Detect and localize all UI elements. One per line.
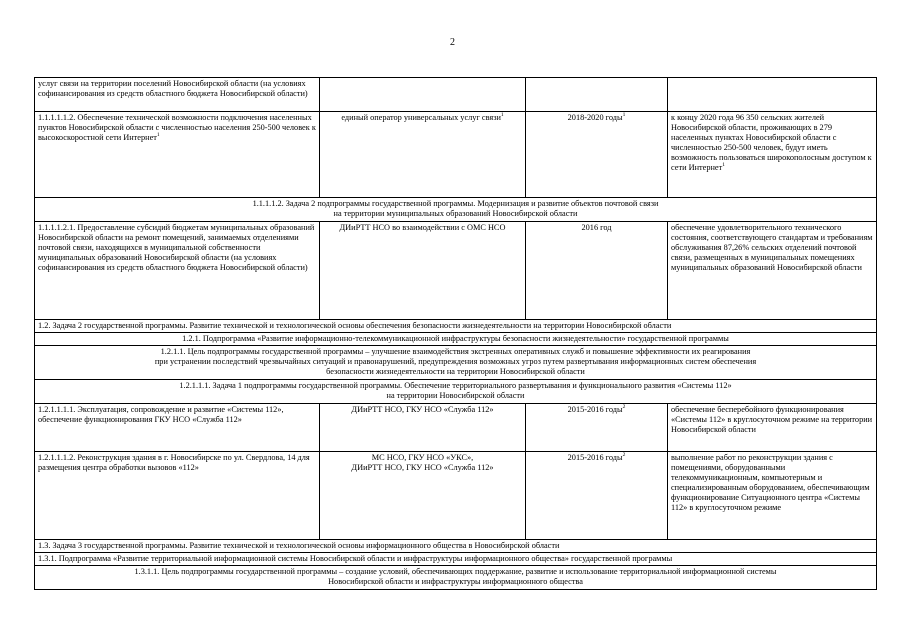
result-cell: обеспечение бесперебойного функционирования «Системы 112» в круглосуточном режиме на территории Новосибирской области bbox=[668, 404, 877, 452]
measures-table bbox=[34, 77, 877, 590]
result-cell: выполнение работ по реконструкции здания с помещениями, оборудованными телекоммуникационным, компьютерным и специализированным оборудованием, обеспечивающим функционирование Ситуационного центра «Системы 112» в круглосуточном режиме bbox=[668, 452, 877, 540]
goal-heading-line: Новосибирской области и инфраструктуры информационного общества bbox=[328, 577, 583, 586]
section-heading-row bbox=[35, 198, 877, 222]
goal-heading-line: при устранении последствий чрезвычайных ситуаций и правонарушений, предупреждения возможных угроз путем развертывания информационных систем обеспечения bbox=[154, 357, 757, 366]
executor-cell: единый оператор универсальных услуг связи$^1$ bbox=[320, 112, 526, 198]
measure-name-cell: 1.1.1.1.2.1. Предоставление субсидий бюджетам муниципальных образований Новосибирской области на ремонт помещений, занимаемых отделениями почтовой связи, находящихся в муниципальной собственности муниципальных образований Новосибирской области (на условиях софинансирования из средств областного бюджета Новосибирской области) bbox=[35, 222, 320, 320]
table-row bbox=[35, 112, 877, 198]
goal-heading-line: безопасности жизнедеятельности на территории Новосибирской области bbox=[326, 367, 585, 376]
measure-name-cell: услуг связи на территории поселений Новосибирской области (на условиях софинансирования из средств областного бюджета Новосибирской области) bbox=[35, 78, 320, 112]
measure-name-cell: 1.2.1.1.1.1. Эксплуатация, сопровождение и развитие «Системы 112», обеспечение функционирования ГКУ НСО «Служба 112» bbox=[35, 404, 320, 452]
section-heading-row bbox=[35, 540, 877, 553]
task-heading: 1.2. Задача 2 государственной программы. Развитие технической и технологической основы обеспечения безопасности жизнедеятельности на территории Новосибирской области bbox=[35, 320, 877, 333]
period-cell: 2018-2020 годы$^1$ bbox=[526, 112, 668, 198]
executor-cell bbox=[320, 78, 526, 112]
task-heading bbox=[35, 380, 877, 404]
task-heading-line: на территории муниципальных образований Новосибирской области bbox=[333, 209, 578, 218]
section-heading-row bbox=[35, 320, 877, 333]
period-cell: 2016 год bbox=[526, 222, 668, 320]
section-heading-row bbox=[35, 566, 877, 590]
executor-line: МС НСО, ГКУ НСО «УКС», bbox=[371, 453, 474, 462]
section-heading-row bbox=[35, 553, 877, 566]
task-heading-line: 1.1.1.1.2. Задача 2 подпрограммы государственной программы. Модернизация и развитие объектов почтовой связи bbox=[252, 199, 659, 208]
task-heading: 1.3. Задача 3 государственной программы. Развитие технической и технологической основы информационного общества в Новосибирской области bbox=[35, 540, 877, 553]
period-cell: 2015-2016 годы$^2$ bbox=[526, 452, 668, 540]
period-cell: 2015-2016 годы$^2$ bbox=[526, 404, 668, 452]
page-number: 2 bbox=[450, 37, 455, 48]
task-heading-line: 1.2.1.1.1. Задача 1 подпрограммы государственной программы. Обеспечение территориального развертывания и функционального развития «Системы 112» bbox=[179, 381, 732, 390]
executor-cell: ДИиРТТ НСО, ГКУ НСО «Служба 112» bbox=[320, 404, 526, 452]
result-cell: к концу 2020 года 96 350 сельских жителей Новосибирской области, проживающих в 279 населенных пунктах Новосибирской области с численностью 250-500 человек, будут иметь возможность пользоваться широкополосным доступом к сети Интернет$^1$ bbox=[668, 112, 877, 198]
table-row bbox=[35, 404, 877, 452]
section-heading-row bbox=[35, 380, 877, 404]
period-cell bbox=[526, 78, 668, 112]
section-heading-row bbox=[35, 333, 877, 346]
goal-heading bbox=[35, 566, 877, 590]
measure-name-cell: 1.2.1.1.1.2. Реконструкция здания в г. Новосибирске по ул. Свердлова, 14 для размещения центра обработки вызовов «112» bbox=[35, 452, 320, 540]
subprogram-heading: 1.2.1. Подпрограмма «Развитие информационно-телекоммуникационной инфраструктуры безопасности жизнедеятельности» государственной программы bbox=[35, 333, 877, 346]
table-row bbox=[35, 78, 877, 112]
result-cell: обеспечение удовлетворительного технического состояния, соответствующего стандартам и требованиям обслуживания 87,26% сельских отделений почтовой связи, размещенных в муниципальных помещениях муниципальных образований Новосибирской области bbox=[668, 222, 877, 320]
result-cell bbox=[668, 78, 877, 112]
goal-heading-line: 1.3.1.1. Цель подпрограммы государственной программы – создание условий, обеспечивающих поддержание, развитие и использование территориальной информационной системы bbox=[134, 567, 777, 576]
executor-cell bbox=[320, 452, 526, 540]
goal-heading bbox=[35, 346, 877, 380]
section-heading-row bbox=[35, 346, 877, 380]
executor-cell: ДИиРТТ НСО во взаимодействии с ОМС НСО bbox=[320, 222, 526, 320]
table-row bbox=[35, 222, 877, 320]
measure-name-cell: 1.1.1.1.1.2. Обеспечение технической возможности подключения населенных пунктов Новосибирской области с численностью населения 250-500 человек к высокоскоростной сети Интернет$^1$ bbox=[35, 112, 320, 198]
table-row bbox=[35, 452, 877, 540]
goal-heading-line: 1.2.1.1. Цель подпрограммы государственной программы – улучшение взаимодействия экстренных оперативных служб и повышение эффективности их реагирования bbox=[160, 347, 751, 356]
subprogram-heading: 1.3.1. Подпрограмма «Развитие территориальной информационной системы Новосибирской области и инфраструктуры информационного общества» государственной программы bbox=[35, 553, 877, 566]
executor-line: ДИиРТТ НСО, ГКУ НСО «Служба 112» bbox=[351, 463, 494, 472]
task-heading bbox=[35, 198, 877, 222]
task-heading-line: на территории Новосибирской области bbox=[386, 391, 525, 400]
